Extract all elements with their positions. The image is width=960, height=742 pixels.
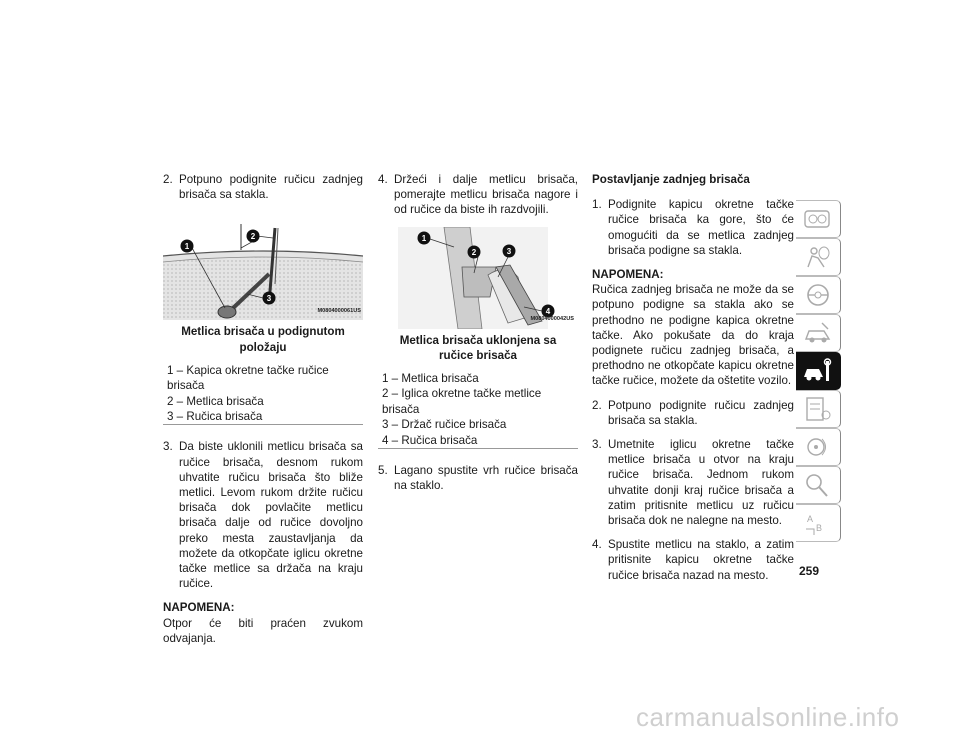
callout-2-label: 2 [250,232,256,242]
step-text: Lagano spustite vrh ručice brisača na staklo. [394,464,578,493]
step-number: 5. [378,464,388,478]
figure-legend [163,363,363,426]
index-search-icon [802,471,834,499]
servicing-car-wrench-icon [802,357,834,385]
figure-code: M0804000061US [317,308,361,315]
legend-item: 2 – Iglica okretne tačke metlice brisača [382,387,542,416]
tab-languages[interactable] [796,504,841,542]
note-title: NAPOMENA: [592,268,664,282]
multimedia-icon [802,433,834,461]
column-right [592,172,794,592]
page-number: 259 [799,564,820,578]
svg-text:A: A [807,514,814,524]
steering-wheel-icon [802,281,834,309]
column-middle [378,172,578,502]
step-text: Podignite kapicu okretne tačke ručice brisača ka gore, što će omogućiti da se metlica zadnjeg brisača podigne sa stakla. [608,198,794,257]
tab-index[interactable] [796,466,841,504]
figure-caption: Metlica brisača u podignutom položaju [181,325,345,354]
callout-4-label: 4 [545,306,551,316]
step-text: Spustite metlicu na staklo, a zatim pritisnite kapicu okretne tačke ručice brisača nazad na mesto. [608,538,794,582]
step-1-lift-cap [592,197,794,258]
callout-2-label: 2 [471,247,477,257]
step-number: 2. [592,398,602,412]
step-text: Da biste uklonili metlicu brisača sa ručice brisača, desnom rukom uhvatite ručicu brisača što bliže metlici. Levom rukom držite ručicu brisača dok povlačite metlicu brisača dalje od ručice dovoljno preko mesta zaustavljanja da možete da otkopčate iglicu okretne tačke metlice sa držača na kraju ručice. [179,440,363,591]
legend-item: 1 – Metlica brisača [382,372,479,386]
section-title: Postavljanje zadnjeg brisača [592,173,750,186]
tab-specifications[interactable] [796,390,841,428]
legend-item: 3 – Ručica brisača [167,410,263,424]
legend-item: 3 – Držač ručice brisača [382,418,507,432]
driving-car-icon [802,319,834,347]
note-text: Ručica zadnjeg brisača ne može da se potpuno podigne sa stakla ako se prethodno ne podigne kapica okretne tačke. Ako pokušate da do kraja podignete ručicu zadnjeg brisača, a prethodno ne otkopčate kapicu okretne tačke ručice, možete da oštetite vozilo. [592,283,794,388]
step-5-lower-arm [378,463,578,493]
step-number: 4. [592,538,602,552]
dashboard-icon [802,205,834,233]
safety-airbag-icon [802,243,834,271]
column-left [163,172,363,655]
tab-driving[interactable] [796,314,841,352]
step-2-raise-arm [592,398,794,428]
callout-3-label: 3 [266,294,272,304]
tab-safety[interactable] [796,238,841,276]
callout-3-label: 3 [506,246,512,256]
step-text: Potpuno podignite ručicu zadnjeg brisača sa stakla. [179,173,363,202]
specifications-icon [802,395,834,423]
figure-caption: Metlica brisača uklonjena sa ručice brisača [399,333,557,362]
step-text: Držeći i dalje metlicu brisača, pomerajte metlicu brisača nagore i od ručice da biste ih razdvojili. [394,173,578,217]
step-4-lower-blade [592,537,794,583]
note-title: NAPOMENA: [163,601,235,615]
step-number: 1. [592,198,602,212]
tab-steering[interactable] [796,276,841,314]
tab-dashboard[interactable] [796,200,841,238]
callout-1-label: 1 [421,233,427,243]
step-number: 2. [163,173,173,186]
legend-item: 2 – Metlica brisača [167,394,264,408]
legend-item: 4 – Ručica brisača [382,433,478,447]
tab-servicing[interactable] [796,352,841,390]
language-icon [802,509,834,537]
step-2-raise-arm [163,172,363,202]
note-text: Otpor će biti praćen zvukom odvajanja. [163,616,363,645]
figure-legend [378,371,578,449]
step-number: 3. [592,438,602,452]
step-3-insert-pin [592,437,794,528]
step-number: 4. [378,173,388,186]
watermark: carmanualsonline.info [636,702,900,732]
tab-multimedia[interactable] [796,428,841,466]
figure-wiper-removed [378,227,578,329]
callout-1-label: 1 [184,242,190,252]
figure-code: M0804000042US [530,316,574,323]
step-number: 3. [163,440,173,454]
figure-wiper-raised [163,224,363,320]
step-3-remove-blade [163,439,363,591]
step-text: Umetnite iglicu okretne tačke metlice brisača u otvor na kraju ručice brisača. Jednom rukom uhvatite donji kraj ručice brisača a zatim pritisnite metlicu uz ručicu brisača dok ne nalegne na mesto. [608,438,794,528]
svg-text:B: B [816,523,823,533]
legend-item: 1 – Kapica okretne tačke ručice brisača [167,363,329,393]
step-4-separate-blade [378,172,578,218]
step-text: Potpuno podignite ručicu zadnjeg brisača sa stakla. [608,398,794,427]
